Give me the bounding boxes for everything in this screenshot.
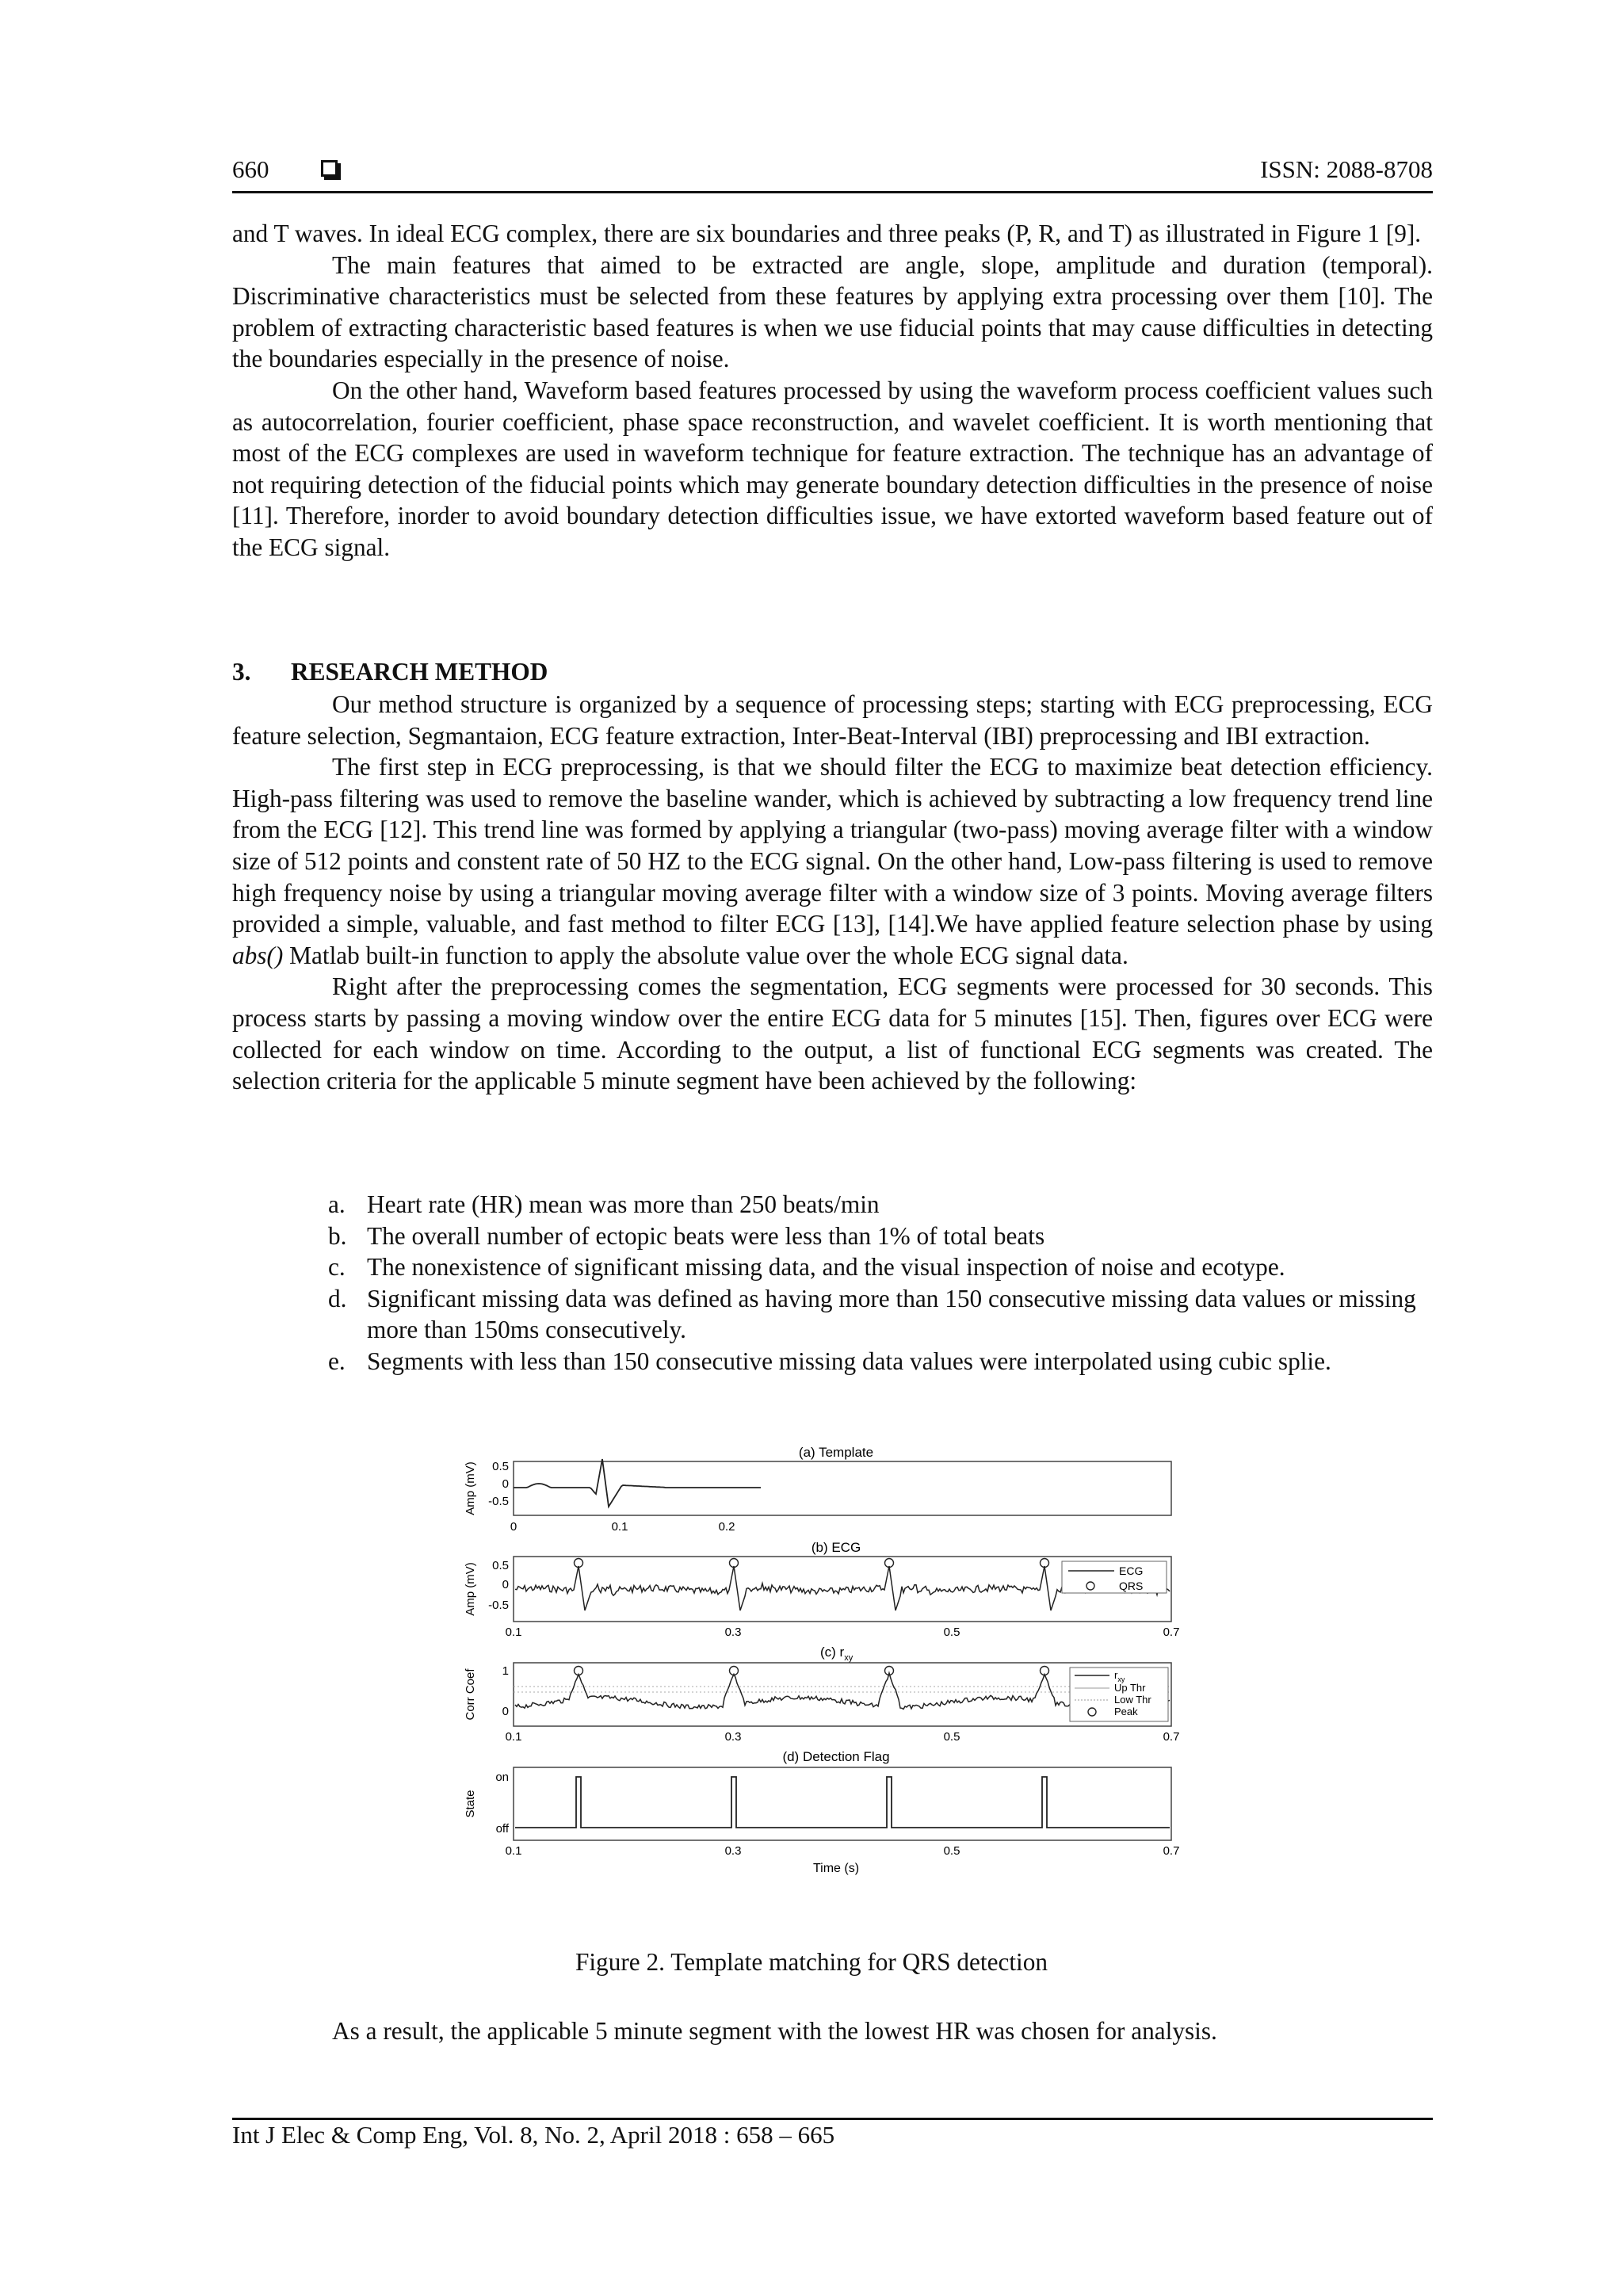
list-item [328,1251,1433,1283]
list-item-text: Segments with less than 150 consecutive missing data values were interpolated using cubic splie. [367,1347,1331,1375]
legend-label: ECG [1119,1564,1144,1577]
running-header [232,151,1433,190]
ytick-label: 0.5 [492,1460,509,1473]
footer-rule [232,2118,1433,2120]
legend-label: QRS [1119,1580,1144,1592]
detection-flag-trace [515,1777,1170,1828]
xtick-label: 0.5 [943,1730,960,1744]
list-marker: c. [328,1253,346,1282]
xtick-label: 0.3 [724,1626,742,1639]
ytick-label: 1 [502,1664,509,1678]
section-heading [232,658,548,686]
xtick-label: 0.5 [943,1626,960,1639]
paragraph: Right after the preprocessing comes the segmentation, ECG segments were processed for 30 seconds. This process starts by passing a moving window over the entire ECG data for 5 minutes [15]. Then, figures over ECG were collected for each window on time. According to the output, a list of functional ECG segments was created. The selection criteria for the applicable 5 minute segment have been achieved by the following: [232,972,1433,1095]
list-item-text: Significant missing data was defined as having more than 150 consecutive missing data values or missing more than 150ms consecutively. [367,1284,1416,1344]
ytick-label: -0.5 [488,1599,509,1612]
legend-label: Low Thr [1114,1694,1151,1706]
ylabel: Amp (mV) [464,1461,477,1515]
xtick-label: 0.7 [1163,1844,1180,1858]
panel-a-frame [514,1461,1171,1515]
list-item [328,1221,1433,1252]
list-marker: e. [328,1347,346,1375]
template-waveform [514,1459,761,1507]
list-marker: d. [328,1284,347,1312]
section-title: RESEARCH METHOD [291,658,548,686]
panel-b-title: (b) ECG [811,1540,861,1555]
page-number: 660 [232,155,269,183]
list-item-text: The nonexistence of significant missing data, and the visual inspection of noise and ecotype. [367,1253,1285,1282]
header-rule [232,191,1433,193]
list-marker: b. [328,1221,347,1250]
xtick-label: 0.7 [1163,1626,1180,1639]
figure-caption: Figure 2. Template matching for QRS detection [575,1948,1048,1976]
paragraph: and T waves. In ideal ECG complex, there are six boundaries and three peaks (P, R, and T) as illustrated in Figure 1 [9]. [232,220,1422,247]
xtick-label: 0.7 [1163,1730,1180,1744]
list-item [328,1283,1433,1346]
qrs-marker [885,1559,894,1568]
list-item-text: Heart rate (HR) mean was more than 250 beats/min [367,1190,880,1218]
ytick-label: -0.5 [488,1495,509,1508]
legend-box [1062,1561,1167,1593]
qrs-markers [575,1559,1049,1568]
paragraph: The main features that aimed to be extracted are angle, slope, amplitude and duration (temporal). Discriminative characteristics must be selected from these features by applying extra processing over them [10]. The problem of extracting characteristic based features is when we use fiducial points that may cause difficulties in detecting the boundaries especially in the presence of noise. [232,250,1433,373]
xtick-label: 0.1 [611,1520,628,1534]
panel-a-title: (a) Template [798,1445,874,1460]
result-sentence: As a result, the applicable 5 minute segment with the lowest HR was chosen for analysis. [332,2017,1217,2045]
panel-d-title: (d) Detection Flag [782,1749,890,1764]
legend-label: Up Thr [1114,1682,1146,1694]
xtick-label: 0.2 [718,1520,735,1534]
qrs-marker [1041,1559,1049,1568]
ytick-label: off [495,1822,509,1836]
paragraph: Our method structure is organized by a sequence of processing steps; starting with ECG preprocessing, ECG feature selection, Segmantaion, ECG feature extraction, Inter-Beat-Interval (IBI) preprocessing and IBI extraction. [232,690,1433,750]
xtick-label: 0.1 [505,1626,522,1639]
ytick-label: 0 [502,1477,509,1491]
xtick-label: 0.5 [943,1844,960,1858]
panel-d-frame [514,1767,1171,1840]
ylabel: Corr Coef [464,1668,477,1721]
peak-markers [575,1667,1049,1675]
qrs-marker [730,1559,739,1568]
running-footer: Int J Elec & Comp Eng, Vol. 8, No. 2, April 2018 : 658 – 665 [232,2121,835,2149]
checkbox-square-icon [321,160,338,177]
ytick-label: on [495,1771,509,1784]
section-number: 3. [232,658,251,686]
paragraph: On the other hand, Waveform based features processed by using the waveform process coefficient values such as autocorrelation, fourier coefficient, phase space reconstruction, and wavelet coefficient. It is worth mentioning that most of the ECG complexes are used in waveform technique for feature extraction. The technique has an advantage of not requiring detection of the fiducial points which may generate boundary detection difficulties in the presence of noise [11]. Therefore, inorder to avoid boundary detection difficulties issue, we have extorted waveform based feature out of the ECG signal. [232,376,1433,561]
function-name: abs() [232,941,284,969]
list-marker: a. [328,1190,346,1218]
xlabel: Time (s) [812,1862,860,1875]
ytick-label: 0 [502,1578,509,1591]
list-item-text: The overall number of ectopic beats were less than 1% of total beats [367,1221,1045,1250]
ytick-label: 0.5 [492,1559,509,1572]
figure-qrs-template-matching [452,1436,1197,1927]
paragraph [232,751,1433,971]
xtick-label: 0.3 [724,1730,742,1744]
list-item [328,1189,1433,1221]
legend-label: Peak [1114,1706,1138,1717]
method-text [232,689,1433,1097]
intro-text [232,218,1433,563]
text-run: The first step in ECG preprocessing, is that we should filter the ECG to maximize beat detection efficiency. High-pass filtering was used to remove the baseline wander, which is achieved by subtracting a low frequency trend line from the ECG [12]. This trend line was formed by applying a triangular (two-pass) moving average filter with a window size of 512 points and constent rate of 50 HZ to the ECG signal. On the other hand, Low-pass filtering is used to remove high frequency noise by using a triangular moving average filter with a window size of 3 points. Moving average filters provided a simple, valuable, and fast method to filter ECG [13], [14].We have applied feature selection phase by using [232,753,1433,938]
issn-label: ISSN: 2088-8708 [1260,155,1433,183]
qrs-marker [575,1559,583,1568]
legend-label: $r_{xy}$ [1114,1669,1125,1683]
ylabel: Amp (mV) [464,1562,477,1616]
xtick-label: 0.1 [505,1730,522,1744]
ylabel: State [464,1790,477,1818]
text-run: Matlab built-in function to apply the absolute value over the whole ECG signal data. [283,941,1128,969]
criteria-list [328,1189,1433,1377]
figure-plot [452,1436,1197,1927]
panel-c-title: (c) $r_{xy}$ [820,1645,854,1663]
xtick-label: 0.3 [724,1844,742,1858]
list-item [328,1346,1433,1377]
ytick-label: 0 [502,1705,509,1718]
xtick-label: 0 [510,1520,517,1534]
xtick-label: 0.1 [505,1844,522,1858]
